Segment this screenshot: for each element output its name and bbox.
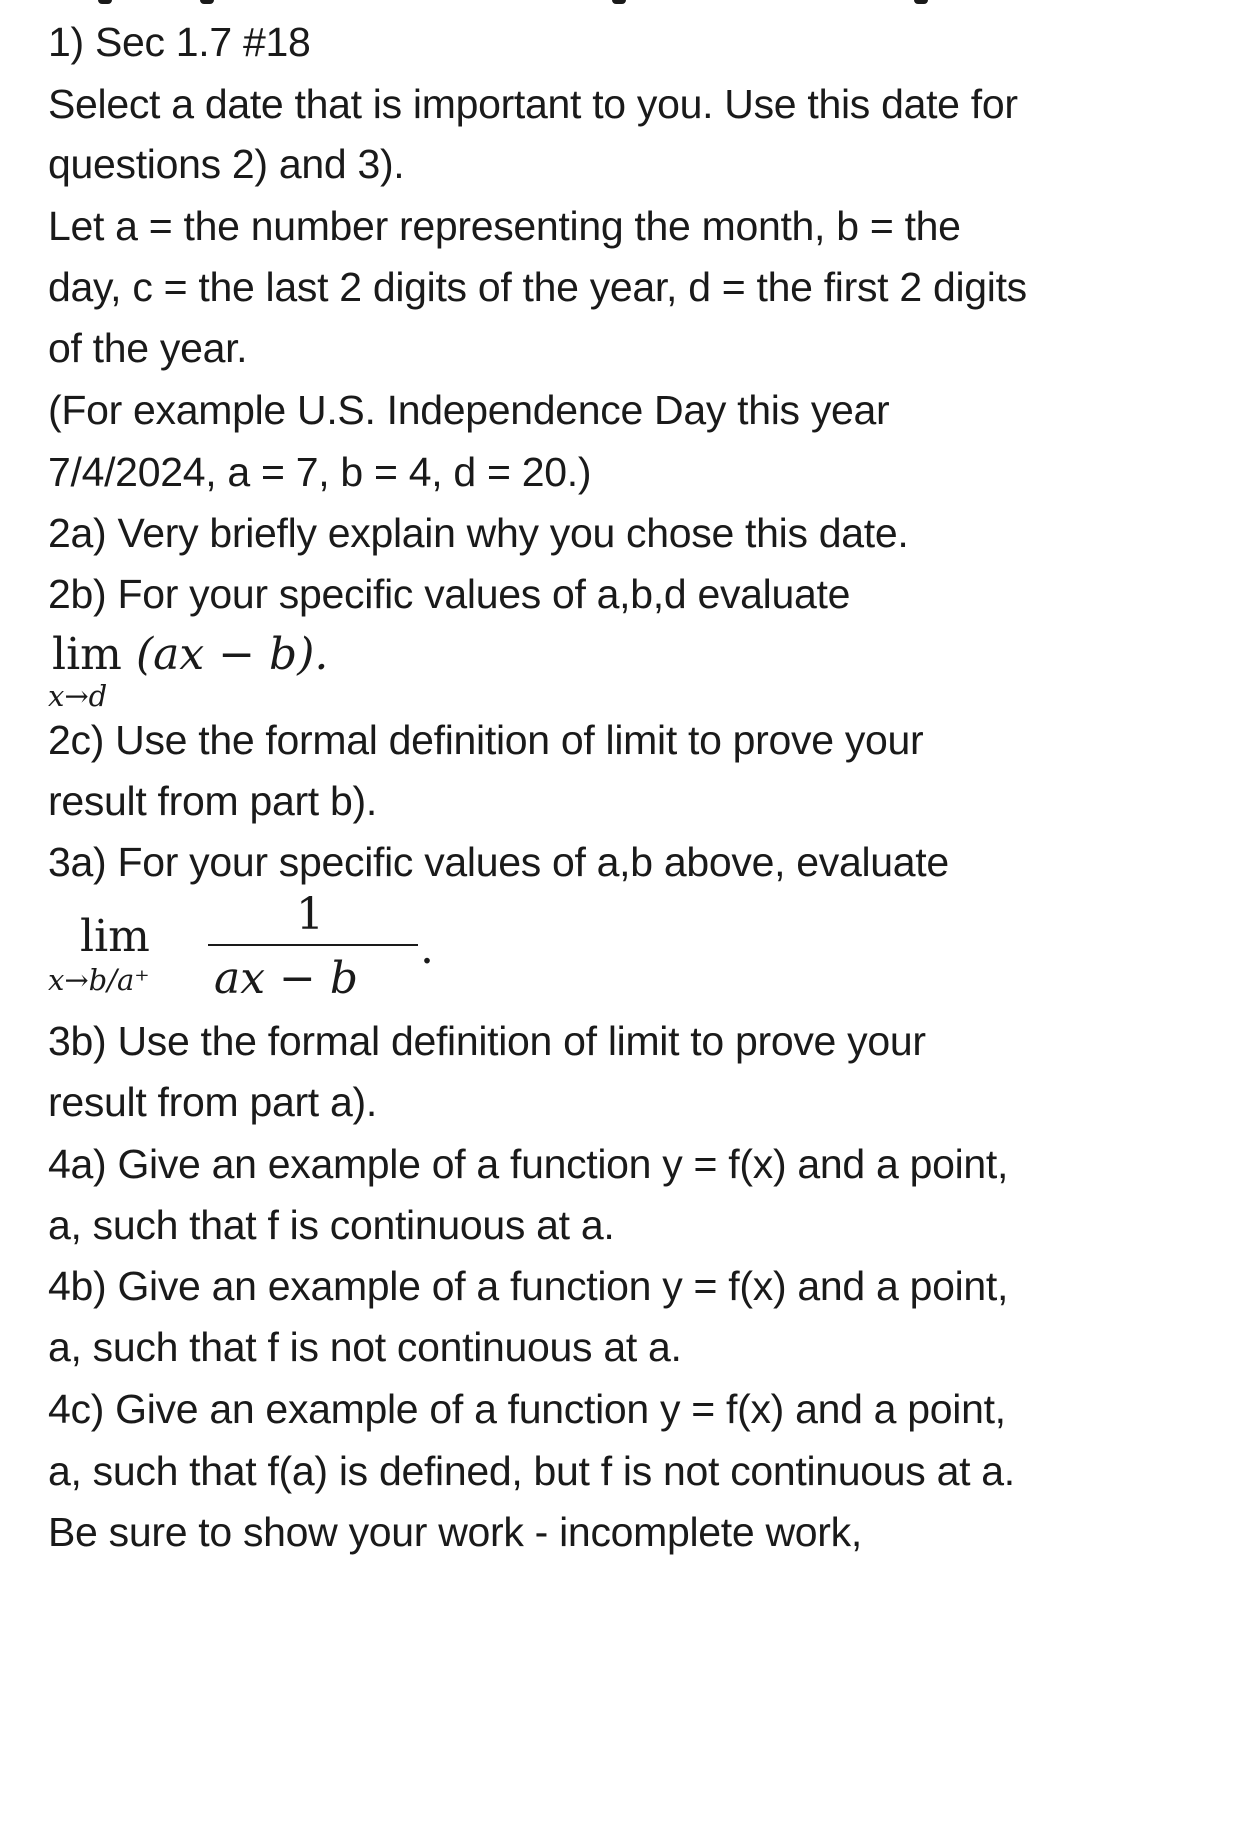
example-line: (For example U.S. Independence Day this year [48, 387, 890, 433]
fraction-denominator: ax − b [214, 953, 359, 1004]
limit-expression-2b [48, 630, 388, 720]
example-line: 7/4/2024, a = 7, b = 4, d = 20.) [48, 449, 592, 495]
instruction-line: Select a date that is important to you. Use this date for [48, 81, 1018, 127]
cropped-top-edge [0, 0, 1242, 6]
fraction-numerator: 1 [296, 889, 324, 940]
question-4a: 4a) Give an example of a function y = f(x) and a point, [48, 1141, 1009, 1187]
limit-subscript: x→b/a⁺ [48, 963, 150, 997]
question-3b-continued: result from part a). [48, 1079, 377, 1125]
lim-operator: lim [52, 629, 122, 680]
question-4c-continued: a, such that f(a) is defined, but f is not continuous at a. [48, 1448, 1015, 1494]
question-2a: 2a) Very briefly explain why you chose this date. [48, 510, 909, 556]
lim-operator: lim [80, 911, 150, 962]
question-2c-continued: result from part b). [48, 778, 377, 824]
question-2b: 2b) For your specific values of a,b,d evaluate [48, 571, 851, 617]
question-1-heading: 1) Sec 1.7 #18 [48, 19, 311, 65]
limit-expression-3a [48, 889, 434, 1010]
definition-line: Let a = the number representing the month, b = the [48, 203, 961, 249]
expression-period: . [420, 923, 434, 974]
question-3b: 3b) Use the formal definition of limit to prove your [48, 1018, 926, 1064]
question-2c: 2c) Use the formal definition of limit to prove your [48, 717, 924, 763]
instruction-line: questions 2) and 3). [48, 141, 405, 187]
question-4c: 4c) Give an example of a function y = f(x) and a point, [48, 1386, 1006, 1432]
question-4b-continued: a, such that f is not continuous at a. [48, 1324, 682, 1370]
closing-note: Be sure to show your work - incomplete work, [48, 1509, 862, 1555]
fraction-bar [208, 944, 418, 946]
limit-body: (ax − b). [136, 629, 329, 680]
limit-subscript: x→d [48, 679, 108, 713]
question-3a: 3a) For your specific values of a,b above, evaluate [48, 839, 949, 885]
question-4a-continued: a, such that f is continuous at a. [48, 1202, 615, 1248]
question-4b: 4b) Give an example of a function y = f(x) and a point, [48, 1263, 1009, 1309]
definition-line: of the year. [48, 325, 248, 371]
definition-line: day, c = the last 2 digits of the year, d = the first 2 digits [48, 264, 1027, 310]
